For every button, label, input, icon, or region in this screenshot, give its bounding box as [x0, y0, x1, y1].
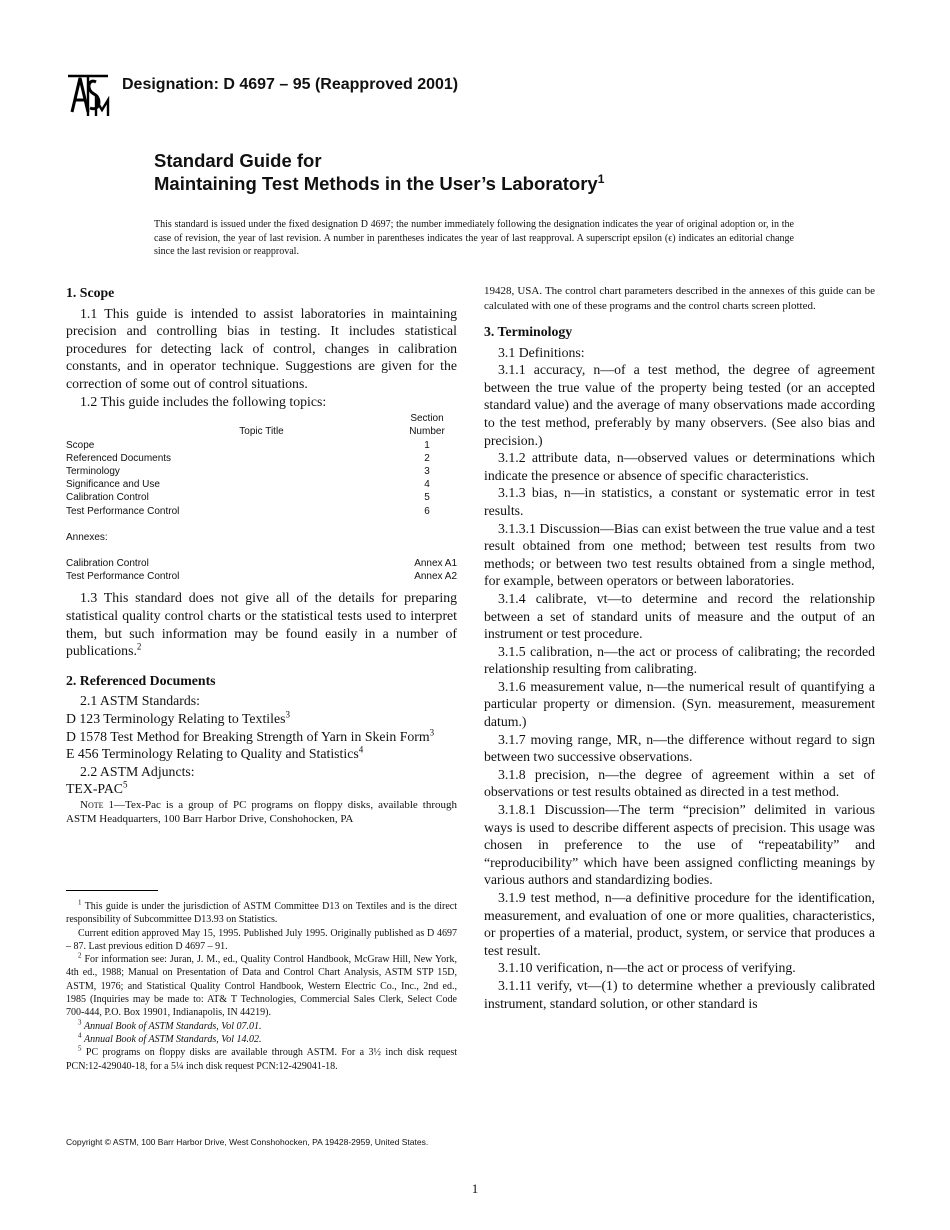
note-1-continued: 19428, USA. The control chart parameters described in the annexes of this guide can be calculated with one of these programs and the control charts screen plotted. — [484, 285, 875, 312]
topics-table — [66, 412, 457, 583]
footnote-ref: 3 — [429, 726, 435, 737]
footnote-4: $^4$ Annual Book of ASTM Standards, Vol 14.02. — [78, 1031, 262, 1045]
footnote-ref: 4 — [358, 744, 364, 755]
topic-title: Referenced Documents — [66, 452, 172, 464]
footnote-text: This guide is under the jurisdiction of ASTM Committee D13 on Textiles and is the direct responsibility of Subcommittee D13.93 on Statistics. — [66, 901, 457, 926]
para-2-2: 2.2 ASTM Adjuncts: — [80, 763, 195, 779]
title-line-2 — [154, 172, 604, 195]
footnote-ref: 3 — [285, 709, 290, 720]
para-2-1: 2.1 ASTM Standards: — [80, 693, 200, 709]
def-3-1-5: 3.1.5 calibration, n—the act or process of calibrating; the recorded relationship resulting from calibrating. — [484, 643, 875, 677]
topic-title: Calibration Control — [66, 492, 149, 504]
def-3-1-2: 3.1.2 attribute data, n—observed values or determinations which indicate the presence or absence of specific characteristics. — [484, 450, 875, 483]
topic-title: Significance and Use — [66, 479, 160, 491]
title-text: Maintaining Test Methods in the User’s Laboratory — [154, 173, 598, 195]
footnote-divider — [66, 890, 158, 891]
table-row — [66, 465, 457, 478]
para-1-2: 1.2 This guide includes the following topics: — [80, 393, 327, 409]
table-row — [66, 478, 457, 491]
footnote-text: For information see: Juran, J. M., ed., Quality Control Handbook, McGraw Hill, New York, 4th ed., 1988; Manual on Presentation of Data and Control Chart Analysis, ASTM STP 15D, ASTM, 1976; and Statistical Quality Control Handbook, Western Electric Co., Inc., 2nd ed., 1985 (Inquiries may be made to: AT& T Technologies, Commercial Sales Clerk, Select Code 700-444, P.O. Box 19901, Indianapolis, IN 44219). — [66, 954, 458, 1019]
footnote-text: PC programs on floppy disks are available through ASTM. For a 3½ inch disk request PCN:12-429040-18, for a 5¼ inch disk request PCN:12-429041-18. — [66, 1047, 457, 1072]
topic-section: 6 — [424, 505, 430, 517]
table-row — [66, 570, 457, 583]
annex-section: Annex A1 — [414, 557, 457, 569]
scope-heading: 1. Scope — [66, 285, 115, 300]
footnote-1: $^1$ This guide is under the jurisdiction of ASTM Committee D13 on Textiles and is the direct responsibility of Subcommittee D13.93 on Statistics. — [66, 898, 457, 926]
topic-section: 2 — [424, 452, 430, 464]
table-row — [66, 439, 457, 452]
table-row — [66, 491, 457, 504]
designation: Designation: D 4697 – 95 (Reapproved 2001) — [122, 76, 459, 93]
ref-texpac — [66, 780, 457, 798]
page-number: 1 — [471, 1181, 479, 1196]
topic-section: 1 — [424, 439, 430, 451]
para-1-3 — [66, 589, 457, 659]
def-3-1-11: 3.1.11 verify, vt—(1) to determine whether a previously calibrated instrument, standard solution, or other standard is — [484, 977, 875, 1011]
footnote-text: Annual Book of ASTM Standards, Vol 14.02. — [84, 1033, 262, 1045]
topics-header-title: Topic Title — [239, 426, 284, 438]
def-3-1-8-1: 3.1.8.1 Discussion—The term “precision” delimited in various ways is used to describe different aspects of precision. This usage was chosen in preference to the use of “repeatability” and “reproducibility” which have been assigned conflicting meanings by various authors and standardizing bodies. — [484, 802, 875, 888]
annex-section: Annex A2 — [414, 571, 457, 583]
ref-text: D 1578 Test Method for Breaking Strength of Yarn in Skein Form — [66, 728, 430, 744]
para-1-3-text: 1.3 This standard does not give all of the details for preparing statistical quality control charts or the statistical tests used to interpret them, but such information may be found easily in a number of publications. — [66, 590, 457, 659]
def-3-1: 3.1 Definitions: — [498, 344, 585, 360]
def-3-1-1: 3.1.1 accuracy, n—of a test method, the degree of agreement between the true value of the property being tested (or an accepted standard value) and the average of many observations made according to the test method, preferably by many observers. (See also bias and precision.) — [484, 362, 875, 448]
table-row — [66, 557, 457, 570]
note-text: 1—Tex-Pac is a group of PC programs on floppy disks, available through ASTM Headquarters, 100 Barr Harbor Drive, Conshohocken, PA — [66, 798, 457, 826]
table-row — [66, 505, 457, 518]
topic-section: 4 — [424, 479, 430, 491]
ref-text: D 123 Terminology Relating to Textiles — [66, 710, 286, 726]
para-1-1: 1.1 This guide is intended to assist laboratories in maintaining precision and controlling bias in testing. It includes statistical procedures for detecting lack of control, changes in calibration constants, and in operator technique. Suggestions are given for the correction of some out of control situations. — [66, 305, 457, 391]
topic-title: Test Performance Control — [66, 505, 180, 517]
ref-text: E 456 Terminology Relating to Quality and Statistics — [66, 746, 359, 762]
footnote-text: Annual Book of ASTM Standards, Vol 07.01. — [84, 1020, 262, 1032]
refdocs-heading: 2. Referenced Documents — [66, 672, 216, 688]
topics-header-section: Section Number — [409, 413, 445, 438]
def-3-1-3: 3.1.3 bias, n—in statistics, a constant or systematic error in test results. — [484, 485, 875, 518]
ref-text: TEX-PAC — [66, 781, 123, 797]
table-row — [66, 452, 457, 465]
footnote-5: $^5$ PC programs on floppy disks are available through ASTM. For a 3½ inch disk request PCN:12-429040-18, for a 5¼ inch disk request PCN:12-429041-18. — [66, 1044, 457, 1072]
left-column — [66, 284, 457, 827]
def-3-1-6: 3.1.6 measurement value, n—the numerical result of quantifying a particular property or dimension. (Syn. measurement, measurement datum.) — [484, 678, 875, 730]
title-footnote-ref: 1 — [597, 172, 605, 186]
def-3-1-9: 3.1.9 test method, n—a definitive procedure for the identification, measurement, and evaluation of one or more qualities, characteristics, or properties of a material, product, system, or service that produces a test result. — [484, 890, 875, 958]
def-3-1-10: 3.1.10 verification, n—the act or process of verifying. — [498, 960, 796, 976]
def-3-1-4: 3.1.4 calibrate, vt—to determine and record the relationship between a set of standard units of measure and the output of an instrument or test procedure. — [484, 590, 875, 642]
ref-d123 — [66, 710, 457, 728]
footnote-2: $^2$ For information see: Juran, J. M., ed., Quality Control Handbook, McGraw Hill, New York, 4th ed., 1988; Manual on Presentation of Data and Control Chart Analysis, ASTM STP 15D, ASTM, 1976; and Statistical Quality Control Handbook, Western Electric Co., Inc., 2nd ed., 1985 (Inquiries may be made to: AT& T Technologies, Commercial Sales Clerk, Select Code 700-444, P.O. Box 19901, Indianapolis, IN 44219). — [66, 951, 458, 1019]
astm-logo-icon — [66, 72, 110, 118]
ref-d1578 — [66, 728, 457, 746]
issuance-notice: This standard is issued under the fixed designation D 4697; the number immediately following the designation indicates the year of original adoption or, in the case of revision, the year of last revision. A number in parentheses indicates the year of last reapproval. A superscript epsilon (ϵ) indicates an editorial change since the last revision or reapproval. — [154, 219, 794, 257]
note-1 — [66, 798, 457, 827]
topic-title: Scope — [66, 439, 95, 451]
annexes-label: Annexes: — [66, 531, 108, 543]
def-3-1-8: 3.1.8 precision, n—the degree of agreement within a set of observations or test results obtained as directed in a test method. — [484, 766, 875, 800]
def-3-1-3-1: 3.1.3.1 Discussion—Bias can exist between the true value and a test result obtained from one method; between test results from two methods; or between two test results obtained from a single method, for example, between operators or between laboratories. — [484, 520, 875, 589]
right-column — [484, 284, 875, 1012]
note-label: Note — [80, 798, 104, 811]
topics-table-header — [66, 412, 457, 438]
terminology-heading: 3. Terminology — [484, 324, 573, 339]
topic-section: 3 — [424, 465, 430, 477]
ref-e456 — [66, 745, 457, 763]
def-3-1-7: 3.1.7 moving range, MR, n—the difference without regard to sign between two successive observations. — [484, 731, 875, 765]
footnote-1b: Current edition approved May 15, 1995. Published July 1995. Originally published as D 4697 – 87. Last previous edition D 4697 – 91. — [66, 927, 457, 952]
footnote-ref: 2 — [136, 641, 142, 652]
title-line-1: Standard Guide for — [154, 150, 322, 171]
annex-title: Test Performance Control — [66, 571, 180, 583]
topic-title: Terminology — [66, 465, 120, 477]
copyright: Copyright © ASTM, 100 Barr Harbor Drive, West Conshohocken, PA 19428-2959, United States. — [66, 1137, 429, 1147]
footnotes — [66, 900, 457, 1073]
footnote-3: $^3$ Annual Book of ASTM Standards, Vol 07.01. — [78, 1018, 262, 1032]
annex-title: Calibration Control — [66, 557, 149, 569]
topic-section: 5 — [424, 492, 430, 504]
footnote-ref: 5 — [123, 779, 128, 790]
